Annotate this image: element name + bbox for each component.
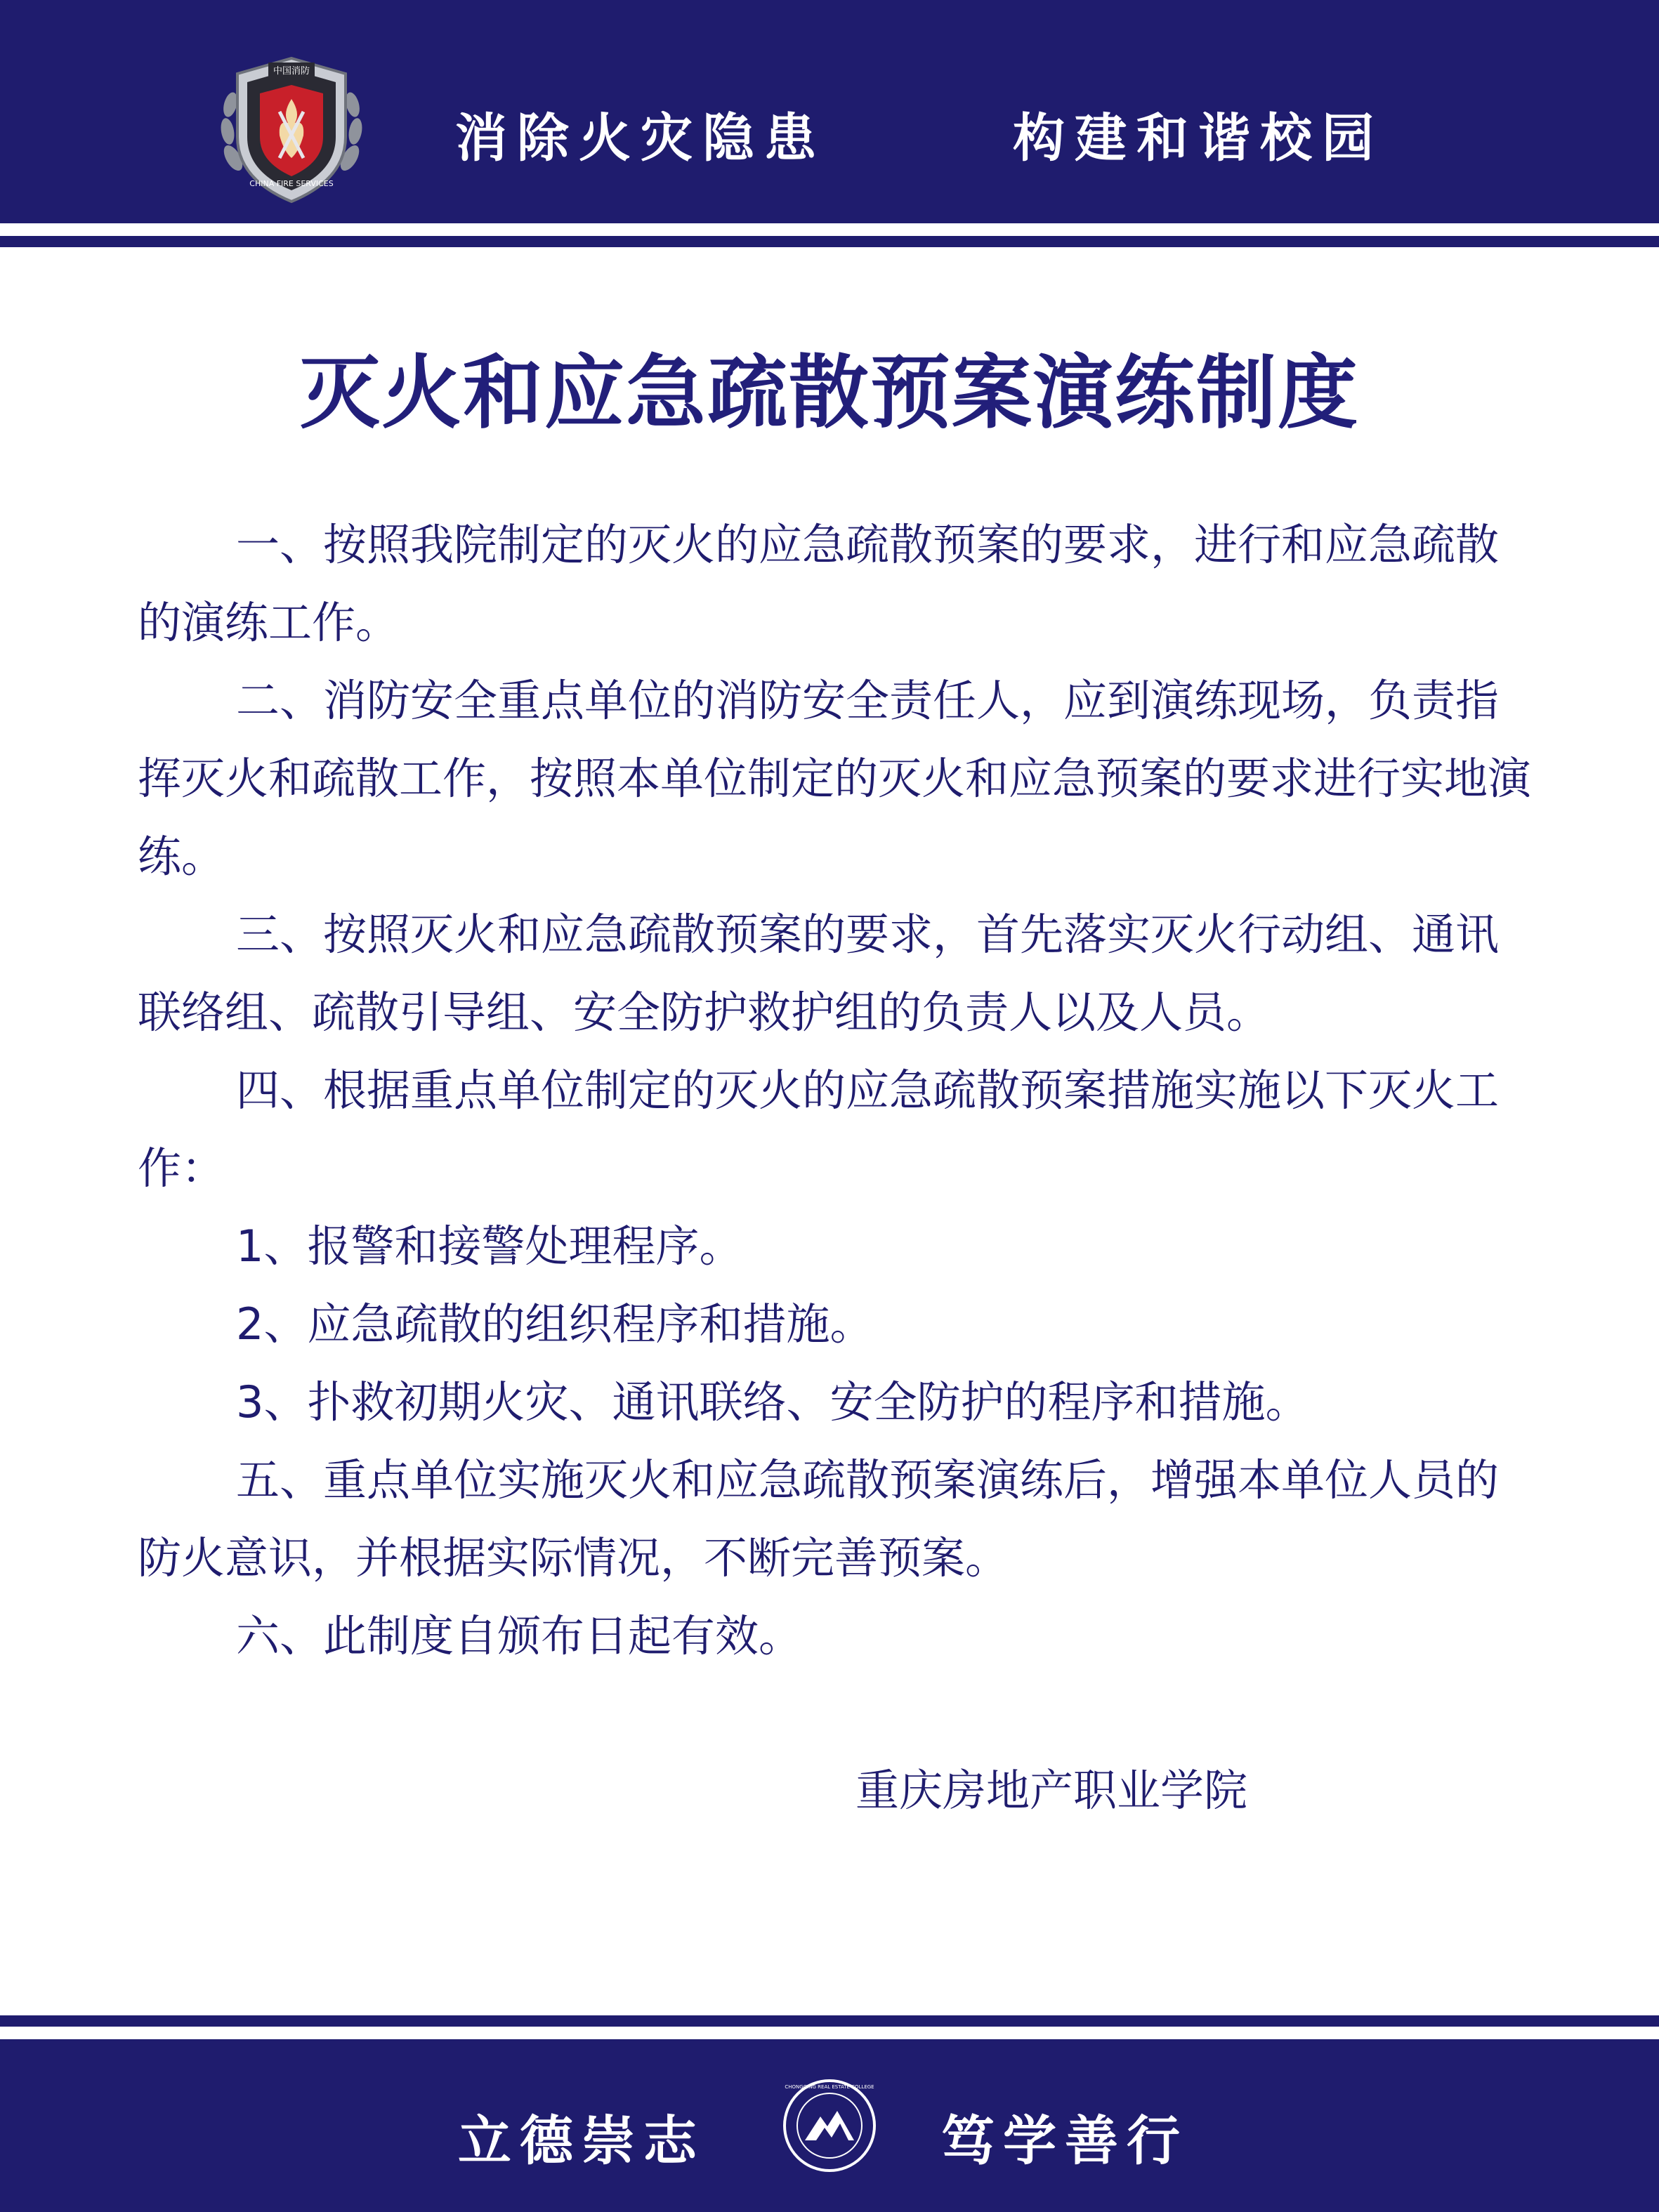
fire-services-emblem-icon [218, 53, 365, 207]
svg-text:CHONGQING REAL ESTATE COLLEGE: CHONGQING REAL ESTATE COLLEGE [785, 2084, 874, 2090]
page-title: 灭火和应急疏散预案演练制度 [299, 346, 1359, 440]
regulation-item-1: 一、按照我院制定的灭火的应急疏散预案的要求，进行和应急疏散的演练工作。 [138, 519, 1500, 648]
issuer-signature: 重庆房地产职业学院 [855, 1765, 1248, 1816]
regulation-item-2: 二、消防安全重点单位的消防安全责任人，应到演练现场，负责指挥灭火和疏散工作，按照本单位制定的灭火和应急预案的要求进行实地演练。 [138, 675, 1532, 882]
svg-text:CHINA FIRE SERVICES: CHINA FIRE SERVICES [249, 179, 334, 188]
regulation-item-6: 六、此制度自颁布日起有效。 [236, 1610, 803, 1661]
footer-divider-blue [0, 2015, 1659, 2027]
regulation-body [138, 506, 1535, 1675]
sub-item-3: 3、扑救初期火灾、通讯联络、安全防护的程序和措施。 [236, 1376, 1309, 1428]
regulation-item-5: 五、重点单位实施灭火和应急疏散预案演练后，增强本单位人员的防火意识，并根据实际情况，不断完善预案。 [138, 1454, 1500, 1584]
header-divider-white [0, 223, 1659, 236]
school-mountain-logo-icon [781, 2077, 878, 2174]
motto-left: 立德崇志 [458, 2109, 705, 2172]
footer-divider-white [0, 2027, 1659, 2039]
header-divider-blue [0, 236, 1659, 247]
regulation-item-3: 三、按照灭火和应急疏散预案的要求，首先落实灭火行动组、通讯联络组、疏散引导组、安全防护救护组的负责人以及人员。 [138, 909, 1500, 1038]
svg-text:中国消防: 中国消防 [273, 66, 310, 77]
sub-item-2: 2、应急疏散的组织程序和措施。 [236, 1298, 874, 1350]
motto-right: 笃学善行 [941, 2109, 1188, 2172]
slogan-left: 消除火灾隐患 [455, 108, 826, 169]
slogan-right: 构建和谐校园 [1013, 108, 1384, 169]
regulation-item-4: 四、根据重点单位制定的灭火的应急疏散预案措施实施以下灭火工作： [138, 1065, 1500, 1194]
sub-item-1: 1、报警和接警处理程序。 [236, 1220, 743, 1272]
